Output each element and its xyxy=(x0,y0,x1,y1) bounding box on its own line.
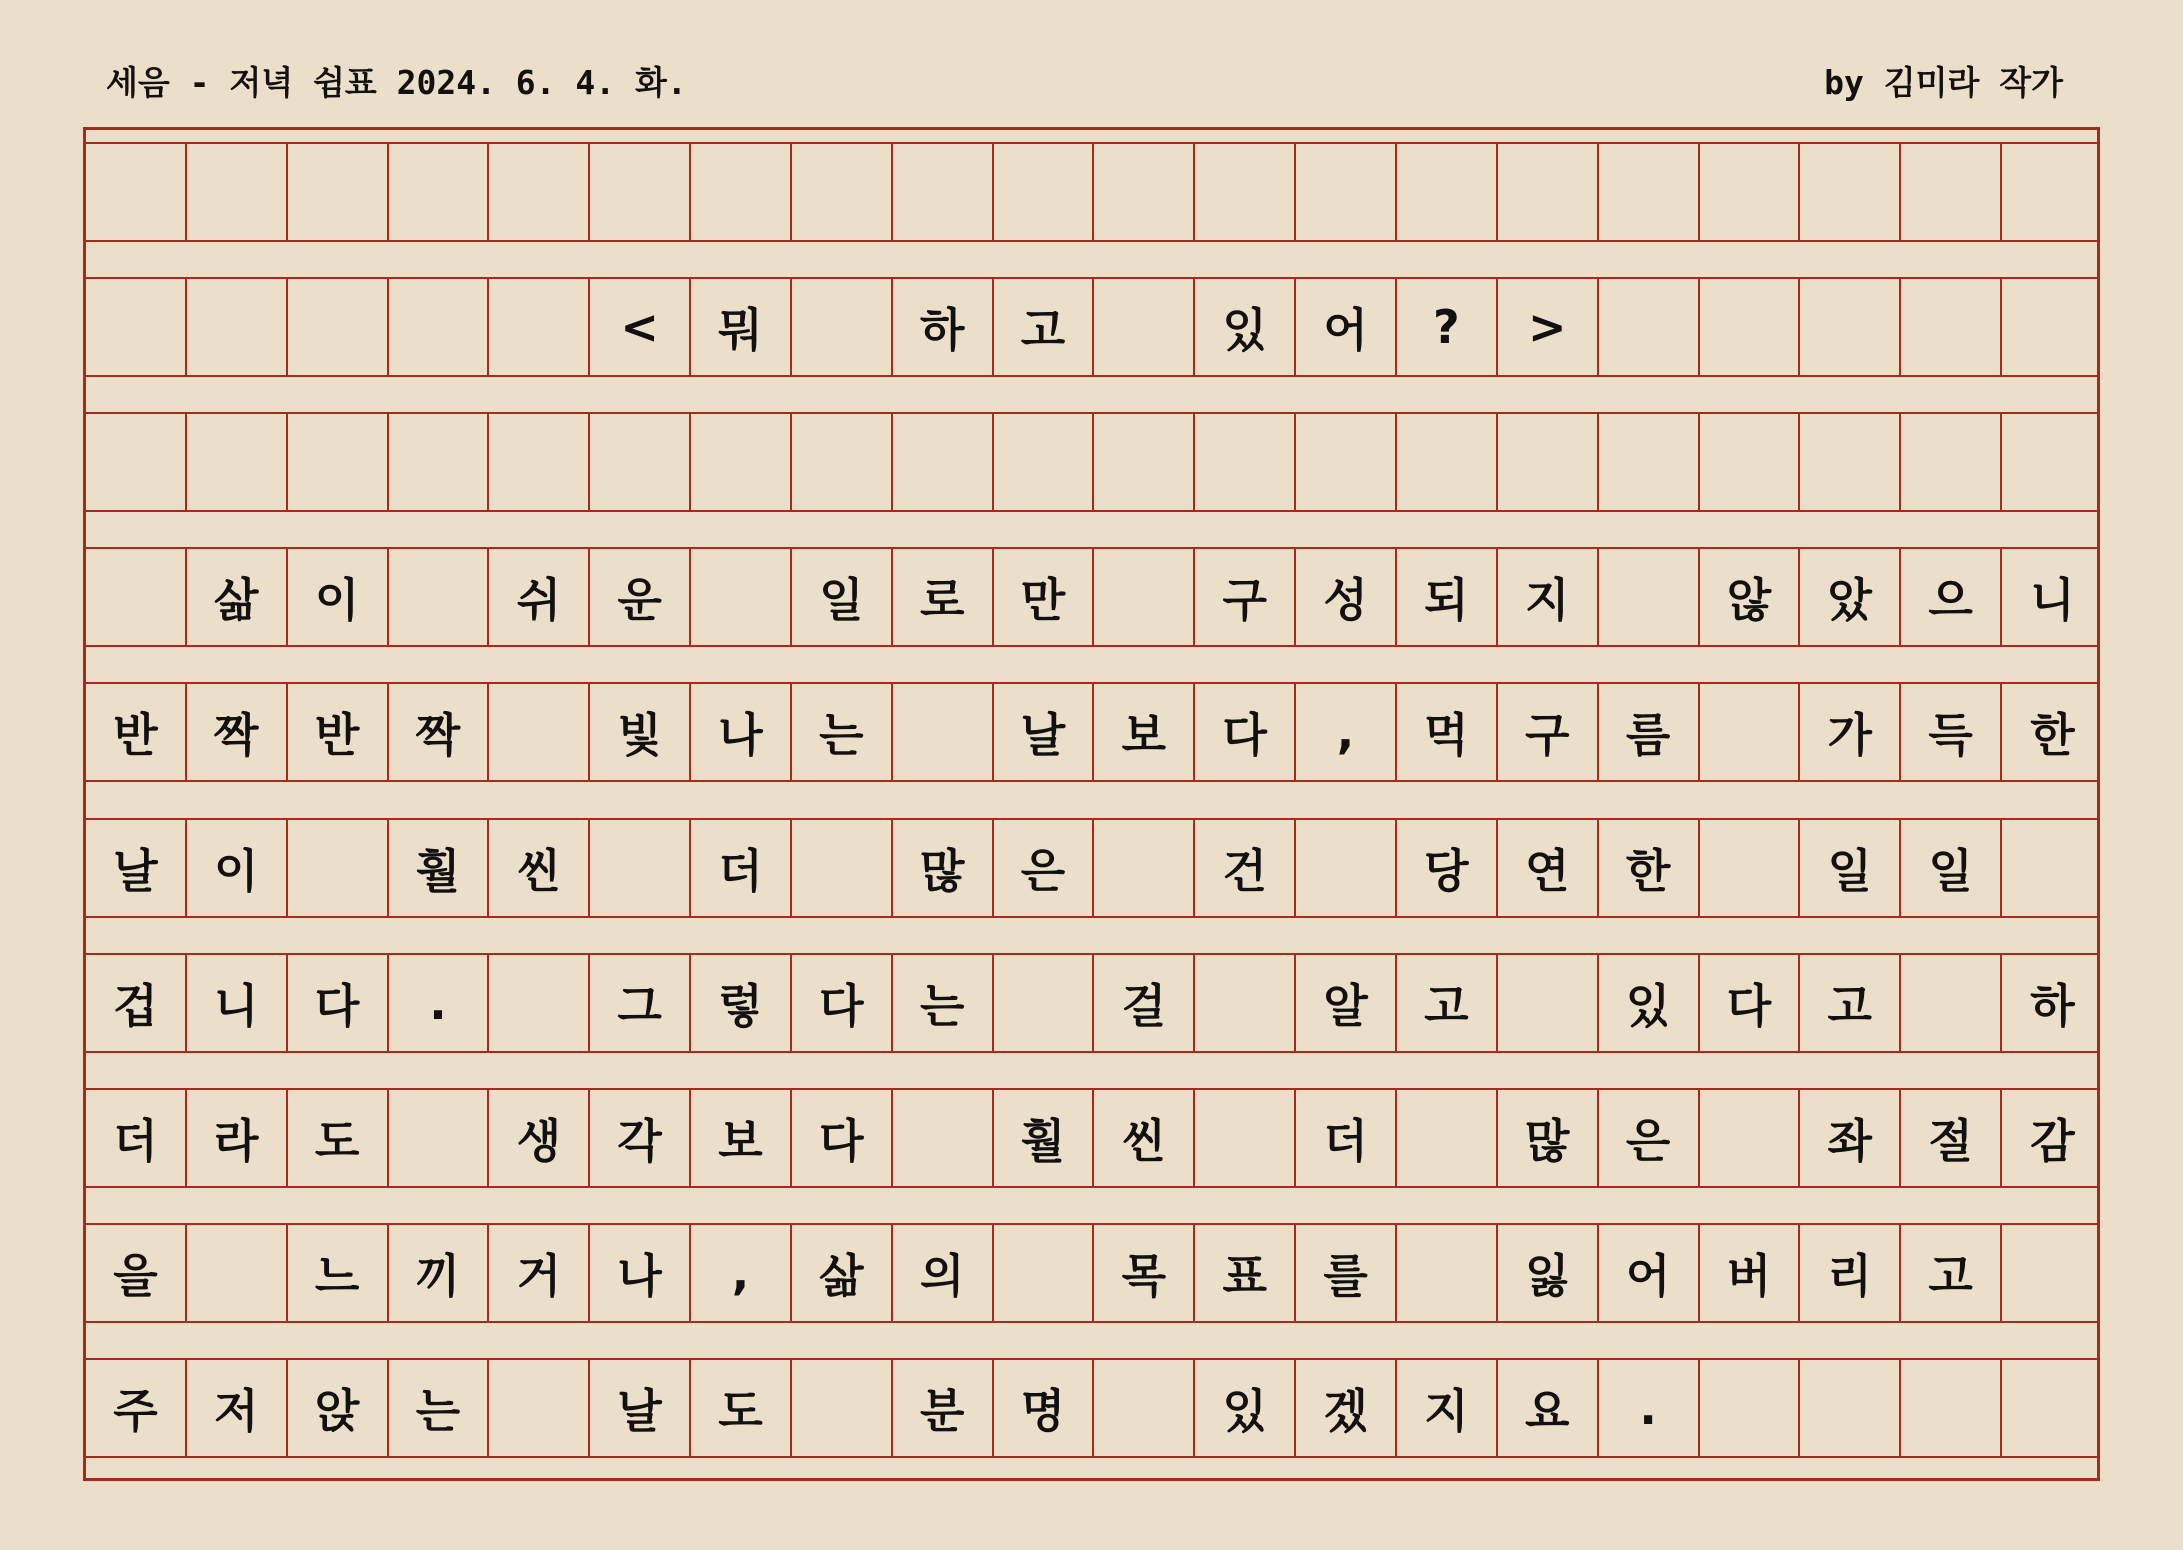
grid-cell xyxy=(86,279,187,375)
grid-cell: 어 xyxy=(1599,1225,1700,1321)
grid-cell xyxy=(288,820,389,916)
grid-cell: 일 xyxy=(1800,820,1901,916)
grid-cell xyxy=(691,144,792,240)
header-title: 세음 - 저녁 쉼표 2024. 6. 4. 화. xyxy=(106,63,687,102)
grid-cell xyxy=(489,955,590,1051)
grid-cell xyxy=(86,144,187,240)
grid-cell: 않 xyxy=(1700,549,1801,645)
grid-cell xyxy=(1700,414,1801,510)
grid-cell xyxy=(792,144,893,240)
grid-cell: , xyxy=(1296,684,1397,780)
grid-cell: 반 xyxy=(288,684,389,780)
grid-cell: 고 xyxy=(994,279,1095,375)
grid-cell xyxy=(1094,820,1195,916)
grid-row xyxy=(86,818,2097,918)
grid-cell xyxy=(288,279,389,375)
grid-cell xyxy=(1195,955,1296,1051)
grid-cell: 은 xyxy=(1599,1090,1700,1186)
grid-cell xyxy=(1397,414,1498,510)
grid-cell: 를 xyxy=(1296,1225,1397,1321)
grid-cell xyxy=(1901,955,2002,1051)
grid-row xyxy=(86,1223,2097,1323)
grid-cell xyxy=(792,414,893,510)
grid-cell xyxy=(1901,279,2002,375)
grid-cell: 버 xyxy=(1700,1225,1801,1321)
grid-cell: 더 xyxy=(1296,1090,1397,1186)
grid-cell xyxy=(1800,1360,1901,1456)
grid-cell: 씬 xyxy=(489,820,590,916)
grid-cell: 감 xyxy=(2030,1114,2075,1168)
grid-cell xyxy=(691,414,792,510)
grid-cell xyxy=(1700,684,1801,780)
grid-cell: 반 xyxy=(86,684,187,780)
grid-cell xyxy=(1700,1090,1801,1186)
grid-cell: 다 xyxy=(792,955,893,1051)
grid-cell: 고 xyxy=(1397,955,1498,1051)
grid-cell: 다 xyxy=(1700,955,1801,1051)
grid-cell: 어 xyxy=(1296,279,1397,375)
grid-cell xyxy=(2002,820,2103,916)
grid-cell xyxy=(590,144,691,240)
grid-cell: 목 xyxy=(1094,1225,1195,1321)
grid-cell: 표 xyxy=(1195,1225,1296,1321)
grid-cell: 한 xyxy=(2030,708,2075,762)
grid-cell: 날 xyxy=(86,820,187,916)
header-author: by 김미라 작가 xyxy=(1824,63,2063,102)
grid-row xyxy=(86,412,2097,512)
grid-cell xyxy=(489,144,590,240)
grid-cell: 라 xyxy=(187,1090,288,1186)
grid-cell xyxy=(994,414,1095,510)
grid-cell xyxy=(2002,1360,2103,1456)
grid-cell: 도 xyxy=(691,1360,792,1456)
grid-cell xyxy=(1700,1360,1801,1456)
grid-cell xyxy=(389,1090,490,1186)
grid-cell: 도 xyxy=(288,1090,389,1186)
grid-cell: 으 xyxy=(1901,549,2002,645)
grid-cell: . xyxy=(389,955,490,1051)
grid-cell xyxy=(1094,1360,1195,1456)
grid-cell: 끼 xyxy=(389,1225,490,1321)
grid-cell: 이 xyxy=(187,820,288,916)
grid-cell xyxy=(1094,549,1195,645)
grid-cell: 은 xyxy=(994,820,1095,916)
grid-cell xyxy=(187,1225,288,1321)
grid-cell: 리 xyxy=(1800,1225,1901,1321)
grid-cell: 일 xyxy=(1901,820,2002,916)
grid-cell: 지 xyxy=(1397,1360,1498,1456)
grid-cell: 는 xyxy=(893,955,994,1051)
grid-cell xyxy=(1195,144,1296,240)
grid-cell: 다 xyxy=(792,1090,893,1186)
grid-cell: 느 xyxy=(288,1225,389,1321)
grid-cell: 각 xyxy=(590,1090,691,1186)
grid-cell: 뭐 xyxy=(691,279,792,375)
grid-cell: 니 xyxy=(187,955,288,1051)
grid-cell: 성 xyxy=(1296,549,1397,645)
manuscript-grid xyxy=(83,127,2100,1481)
grid-cell xyxy=(489,414,590,510)
grid-row xyxy=(86,142,2097,242)
grid-cell: 더 xyxy=(691,820,792,916)
grid-cell xyxy=(1700,144,1801,240)
grid-cell: 알 xyxy=(1296,955,1397,1051)
grid-cell xyxy=(187,279,288,375)
grid-cell xyxy=(994,955,1095,1051)
grid-cell: 분 xyxy=(893,1360,994,1456)
grid-cell: 렇 xyxy=(691,955,792,1051)
grid-cell: 니 xyxy=(2030,573,2075,627)
grid-cell xyxy=(288,414,389,510)
grid-cell: > xyxy=(1498,279,1599,375)
grid-cell: 지 xyxy=(1498,549,1599,645)
grid-cell xyxy=(1296,820,1397,916)
grid-cell: 당 xyxy=(1397,820,1498,916)
grid-cell: 거 xyxy=(489,1225,590,1321)
grid-cell xyxy=(86,414,187,510)
grid-cell xyxy=(1700,820,1801,916)
grid-cell: 하 xyxy=(2030,979,2075,1033)
grid-cell xyxy=(792,1360,893,1456)
grid-cell: , xyxy=(691,1225,792,1321)
grid-cell: 날 xyxy=(590,1360,691,1456)
grid-cell: 삶 xyxy=(187,549,288,645)
grid-cell: 나 xyxy=(590,1225,691,1321)
grid-cell: 걸 xyxy=(1094,955,1195,1051)
grid-cell xyxy=(86,549,187,645)
grid-cell xyxy=(389,144,490,240)
grid-cell: 요 xyxy=(1498,1360,1599,1456)
grid-cell: 겁 xyxy=(86,955,187,1051)
grid-cell xyxy=(389,414,490,510)
grid-cell: 겠 xyxy=(1296,1360,1397,1456)
grid-cell xyxy=(1599,144,1700,240)
grid-cell xyxy=(1700,279,1801,375)
grid-cell xyxy=(2002,279,2103,375)
grid-cell xyxy=(389,549,490,645)
grid-cell: 하 xyxy=(893,279,994,375)
grid-cell: 절 xyxy=(1901,1090,2002,1186)
grid-cell xyxy=(1800,279,1901,375)
grid-cell xyxy=(1195,414,1296,510)
grid-cell: < xyxy=(590,279,691,375)
grid-cell xyxy=(489,279,590,375)
grid-cell: . xyxy=(1599,1360,1700,1456)
grid-cell: 로 xyxy=(893,549,994,645)
grid-cell: 짝 xyxy=(187,684,288,780)
grid-cell xyxy=(1800,144,1901,240)
grid-cell: 보 xyxy=(691,1090,792,1186)
grid-cell: 가 xyxy=(1800,684,1901,780)
grid-cell: 그 xyxy=(590,955,691,1051)
grid-row xyxy=(86,1358,2097,1458)
grid-cell xyxy=(1397,1225,1498,1321)
grid-cell xyxy=(590,414,691,510)
grid-row xyxy=(86,1088,2097,1188)
grid-cell: 운 xyxy=(590,549,691,645)
grid-cell xyxy=(389,279,490,375)
grid-cell xyxy=(1195,1090,1296,1186)
grid-cell: 연 xyxy=(1498,820,1599,916)
grid-cell: 보 xyxy=(1094,684,1195,780)
grid-cell: 날 xyxy=(994,684,1095,780)
grid-cell xyxy=(2002,414,2103,510)
grid-cell xyxy=(1800,414,1901,510)
grid-cell: 좌 xyxy=(1800,1090,1901,1186)
grid-cell xyxy=(187,414,288,510)
grid-cell: 삶 xyxy=(792,1225,893,1321)
grid-cell xyxy=(1094,144,1195,240)
grid-cell: 있 xyxy=(1195,1360,1296,1456)
grid-cell xyxy=(1094,414,1195,510)
grid-cell: 득 xyxy=(1901,684,2002,780)
grid-cell: 잃 xyxy=(1498,1225,1599,1321)
grid-row xyxy=(86,277,2097,377)
grid-cell: 훨 xyxy=(994,1090,1095,1186)
grid-row xyxy=(86,953,2097,1053)
grid-cell: 먹 xyxy=(1397,684,1498,780)
grid-cell: 고 xyxy=(1901,1225,2002,1321)
grid-cell: 는 xyxy=(389,1360,490,1456)
grid-cell xyxy=(288,144,389,240)
grid-cell xyxy=(691,549,792,645)
grid-cell: 만 xyxy=(994,549,1095,645)
grid-cell xyxy=(1901,1360,2002,1456)
grid-cell: 나 xyxy=(691,684,792,780)
grid-cell xyxy=(1901,414,2002,510)
grid-row xyxy=(86,682,2097,782)
grid-cell: 빛 xyxy=(590,684,691,780)
grid-cell: 저 xyxy=(187,1360,288,1456)
grid-cell xyxy=(792,820,893,916)
grid-cell: 고 xyxy=(1800,955,1901,1051)
grid-cell xyxy=(489,1360,590,1456)
grid-cell xyxy=(2002,1225,2103,1321)
grid-cell: 있 xyxy=(1195,279,1296,375)
grid-cell: 생 xyxy=(489,1090,590,1186)
grid-cell: 쉬 xyxy=(489,549,590,645)
grid-cell: 다 xyxy=(1195,684,1296,780)
grid-cell: 짝 xyxy=(389,684,490,780)
grid-cell: 다 xyxy=(288,955,389,1051)
grid-cell: 명 xyxy=(994,1360,1095,1456)
grid-cell xyxy=(893,144,994,240)
grid-cell xyxy=(1397,1090,1498,1186)
grid-cell: 일 xyxy=(792,549,893,645)
grid-cell: 의 xyxy=(893,1225,994,1321)
grid-cell: 많 xyxy=(893,820,994,916)
grid-cell xyxy=(1599,279,1700,375)
grid-cell: 되 xyxy=(1397,549,1498,645)
grid-cell: 씬 xyxy=(1094,1090,1195,1186)
grid-cell: 건 xyxy=(1195,820,1296,916)
grid-cell xyxy=(1498,955,1599,1051)
grid-cell xyxy=(489,684,590,780)
grid-cell: 았 xyxy=(1800,549,1901,645)
grid-cell xyxy=(1094,279,1195,375)
grid-cell xyxy=(1498,414,1599,510)
grid-cell xyxy=(792,279,893,375)
grid-cell xyxy=(1901,144,2002,240)
grid-cell: 름 xyxy=(1599,684,1700,780)
grid-cell xyxy=(1296,144,1397,240)
grid-row xyxy=(86,547,2097,647)
grid-cell xyxy=(1599,549,1700,645)
grid-cell: 이 xyxy=(288,549,389,645)
grid-cell: 앉 xyxy=(288,1360,389,1456)
grid-cell: 많 xyxy=(1498,1090,1599,1186)
grid-cell xyxy=(893,684,994,780)
grid-cell: 구 xyxy=(1498,684,1599,780)
grid-cell: 더 xyxy=(86,1090,187,1186)
grid-cell xyxy=(2002,144,2103,240)
grid-cell: 한 xyxy=(1599,820,1700,916)
grid-cell xyxy=(893,414,994,510)
grid-cell xyxy=(187,144,288,240)
grid-cell: 구 xyxy=(1195,549,1296,645)
grid-cell xyxy=(1296,414,1397,510)
grid-cell: 훨 xyxy=(389,820,490,916)
grid-cell xyxy=(1599,414,1700,510)
grid-cell: 는 xyxy=(792,684,893,780)
grid-cell xyxy=(893,1090,994,1186)
grid-cell: 있 xyxy=(1599,955,1700,1051)
grid-cell xyxy=(1498,144,1599,240)
grid-cell: 을 xyxy=(86,1225,187,1321)
grid-cell xyxy=(1397,144,1498,240)
grid-cell: 주 xyxy=(86,1360,187,1456)
grid-cell xyxy=(590,820,691,916)
grid-cell xyxy=(994,1225,1095,1321)
grid-cell: ? xyxy=(1397,279,1498,375)
grid-cell xyxy=(994,144,1095,240)
